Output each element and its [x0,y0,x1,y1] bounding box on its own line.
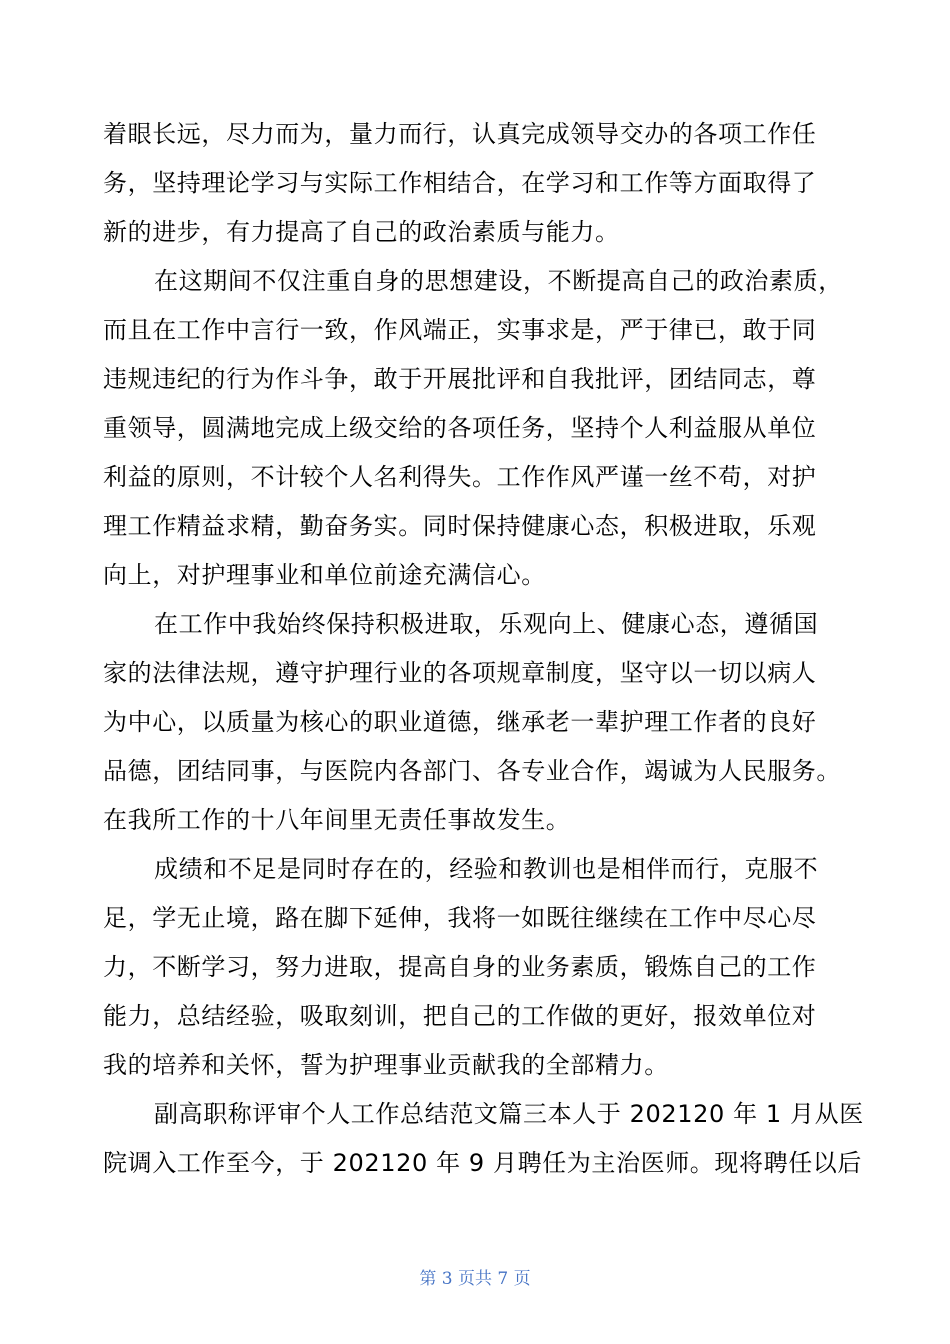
text-line: 违规违纪的行为作斗争，敢于开展批评和自我批评，团结同志，尊 [103,365,817,393]
text-line: 品德，团结同事，与医院内各部门、各专业合作，竭诚为人民服务。 [103,757,841,785]
text-line: 在我所工作的十八年间里无责任事故发生。 [103,806,571,834]
text-line: 院调入工作至今，于 202120 年 9 月聘任为主治医师。现将聘任以后 [103,1149,863,1177]
text-line: 理工作精益求精，勤奋务实。同时保持健康心态，积极进取，乐观 [103,512,817,540]
text-line: 着眼长远，尽力而为，量力而行，认真完成领导交办的各项工作任 [103,120,817,148]
text-line: 副高职称评审个人工作总结范文篇三本人于 202120 年 1 月从医 [154,1100,864,1128]
text-line: 重领导，圆满地完成上级交给的各项任务，坚持个人利益服从单位 [103,414,817,442]
text-line: 为中心，以质量为核心的职业道德，继承老一辈护理工作者的良好 [103,708,817,736]
text-line: 能力，总结经验，吸取刻训，把自己的工作做的更好，报效单位对 [103,1002,817,1030]
text-line: 在这期间不仅注重自身的思想建设，不断提高自己的政治素质， [154,267,843,295]
paragraph [103,1090,864,1188]
text-line: 新的进步，有力提高了自己的政治素质与能力。 [103,218,620,246]
paragraph [103,845,855,1090]
text-line: 务，坚持理论学习与实际工作相结合，在学习和工作等方面取得了 [103,169,817,197]
text-line: 而且在工作中言行一致，作风端正，实事求是，严于律已，敢于同 [103,316,817,344]
paragraph [103,257,855,600]
text-line: 家的法律法规，遵守护理行业的各项规章制度，坚守以一切以病人 [103,659,817,687]
text-line: 利益的原则，不计较个人名利得失。工作作风严谨一丝不苟，对护 [103,463,817,491]
page-number: 第 3 页共 7 页 [419,1269,531,1289]
text-line: 成绩和不足是同时存在的，经验和教训也是相伴而行，克服不 [154,855,819,883]
paragraph [103,110,855,257]
text-line: 向上，对护理事业和单位前途充满信心。 [103,561,546,589]
text-line: 在工作中我始终保持积极进取，乐观向上、健康心态，遵循国 [154,610,819,638]
text-line: 我的培养和关怀，誓为护理事业贡献我的全部精力。 [103,1051,669,1079]
document-body [103,110,864,1188]
text-line: 足，学无止境，路在脚下延伸，我将一如既往继续在工作中尽心尽 [103,904,817,932]
paragraph [103,600,855,845]
text-line: 力，不断学习，努力进取，提高自身的业务素质，锻炼自己的工作 [103,953,817,981]
